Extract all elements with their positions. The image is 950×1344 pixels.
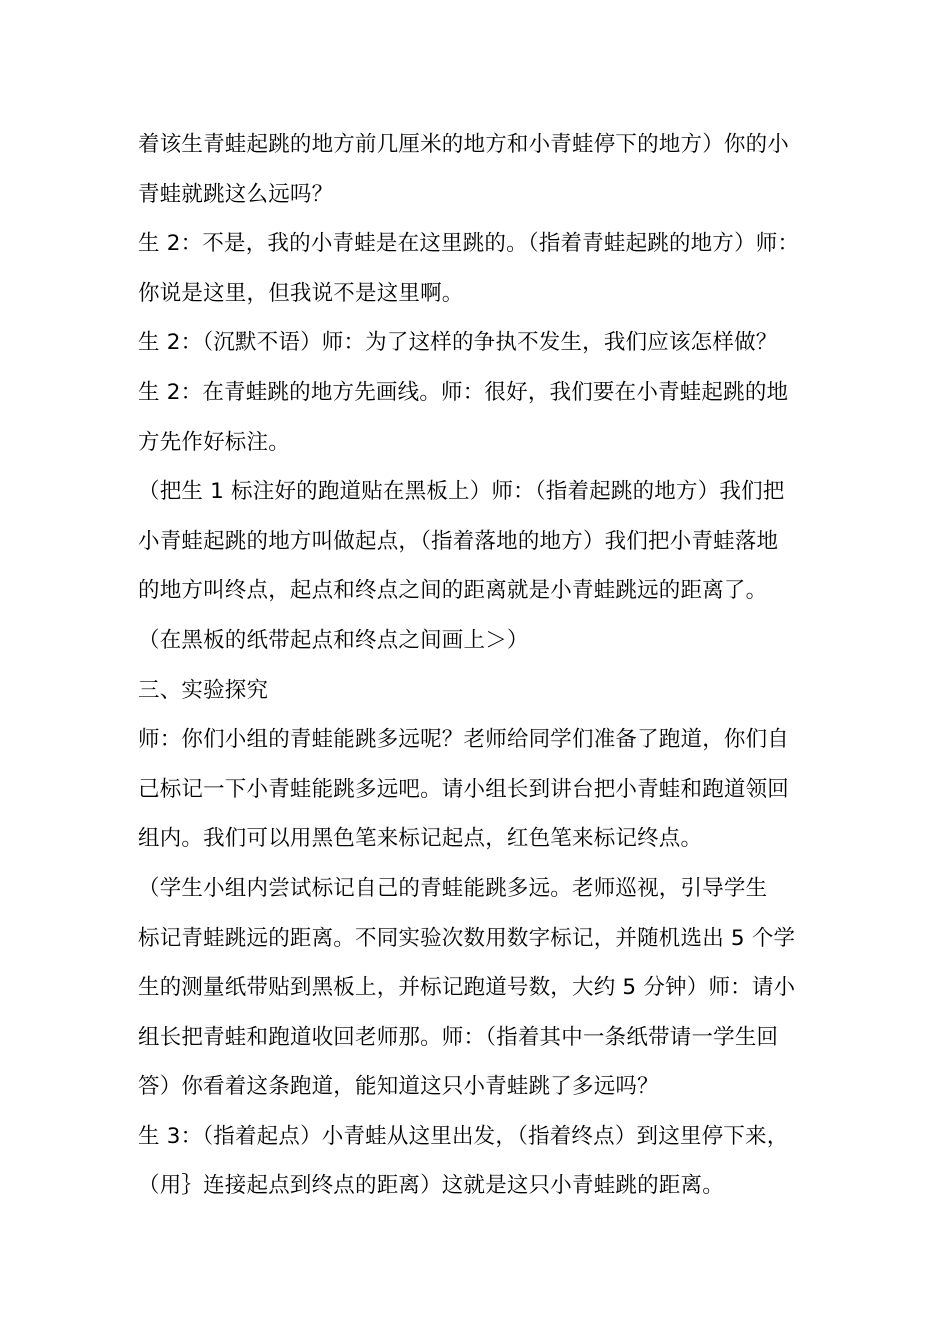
text-line: 组内。我们可以用黑色笔来标记起点，红色笔来标记终点。 xyxy=(138,826,703,852)
text-line: （学生小组内尝试标记自己的青蛙能跳多远。老师巡视，引导学生 xyxy=(138,875,768,901)
text-line: 生 2：不是，我的小青蛙是在这里跳的。（指着青蛙起跳的地方）师： xyxy=(138,231,800,257)
text-line: （在黑板的纸带起点和终点之间画上＞） xyxy=(138,627,529,653)
text-line: 生 2：（沉默不语）师：为了这样的争执不发生，我们应该怎样做？ xyxy=(138,330,778,356)
text-line: 标记青蛙跳远的距离。不同实验次数用数字标记，并随机选出 5 个学 xyxy=(138,925,796,951)
document-body xyxy=(138,120,818,1211)
text-line: 己标记一下小青蛙能跳多远吧。请小组长到讲台把小青蛙和跑道领回 xyxy=(138,776,790,802)
text-line: 生 2：在青蛙跳的地方先画线。师：很好，我们要在小青蛙起跳的地 xyxy=(138,379,789,405)
text-line: 答）你看着这条跑道，能知道这只小青蛙跳了多远吗？ xyxy=(138,1074,659,1100)
text-line: 方先作好标注。 xyxy=(138,429,290,455)
text-line: 你说是这里，但我说不是这里啊。 xyxy=(138,280,464,306)
text-line: （把生 1 标注好的跑道贴在黑板上）师：（指着起跳的地方）我们把 xyxy=(138,479,785,505)
text-line: 生的测量纸带贴到黑板上，并标记跑道号数，大约 5 分钟）师：请小 xyxy=(138,975,796,1001)
text-line: 的地方叫终点，起点和终点之间的距离就是小青蛙跳远的距离了。 xyxy=(138,578,768,604)
section-heading: 三、实验探究 xyxy=(138,677,269,703)
text-line: 小青蛙起跳的地方叫做起点，（指着落地的地方）我们把小青蛙落地 xyxy=(138,528,779,554)
text-line: 师：你们小组的青蛙能跳多远呢？老师给同学们准备了跑道，你们自 xyxy=(138,727,790,753)
text-line: 组长把青蛙和跑道收回老师那。师：（指着其中一条纸带请一学生回 xyxy=(138,1024,779,1050)
text-line: （用｝连接起点到终点的距离）这就是这只小青蛙跳的距离。 xyxy=(138,1173,724,1199)
text-line: 着该生青蛙起跳的地方前几厘米的地方和小青蛙停下的地方）你的小 xyxy=(138,132,790,157)
text-line: 青蛙就跳这么远吗？ xyxy=(138,181,334,207)
text-line: 生 3：（指着起点）小青蛙从这里出发，（指着终点）到这里停下来， xyxy=(138,1123,789,1149)
